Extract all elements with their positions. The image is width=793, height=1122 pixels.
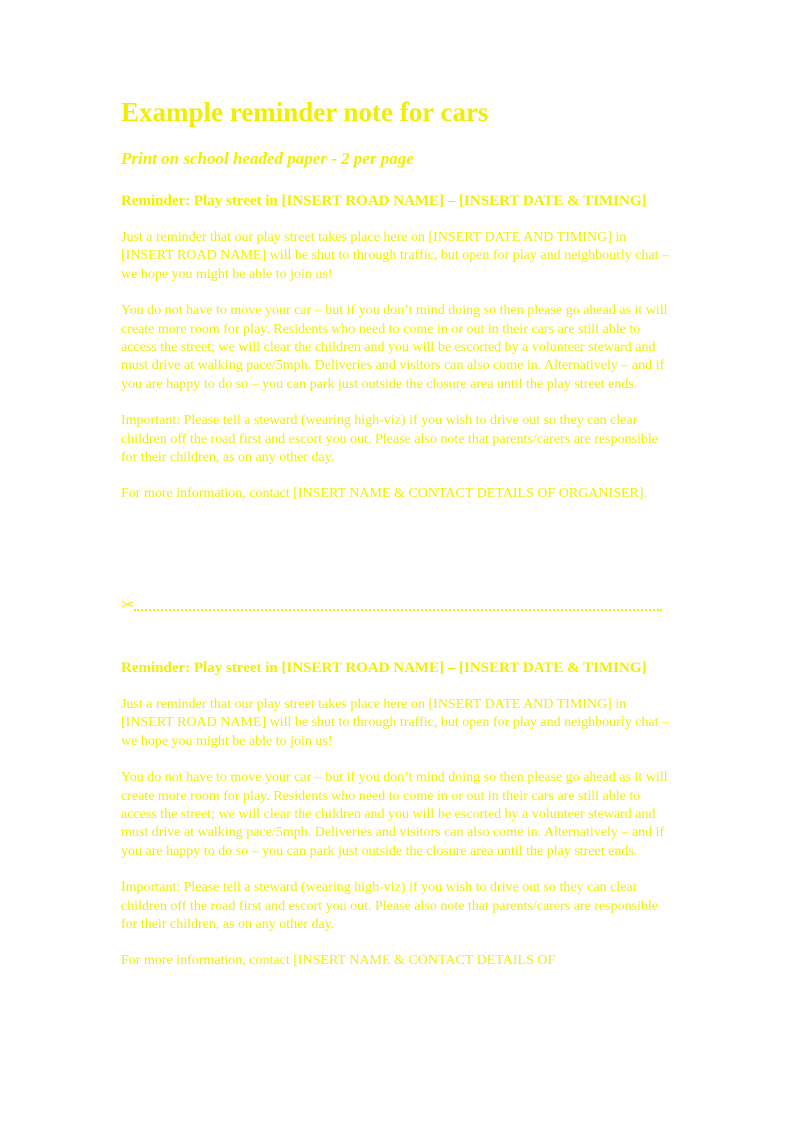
reminder-note-2 xyxy=(121,659,676,971)
note-car-info: You do not have to move your car – but if you don’t mind doing so then please go ahead as it will create more room for play. Residents who need to come in or out in their cars are still able to access the street; we will clear the children and you will be escorted by a volunteer steward and must drive at walking pace/5mph. Deliveries and visitors can also come in. Alternatively – and if you are happy to do so – you can park just outside the closure area until the play street ends. xyxy=(121,303,668,392)
document-title: Example reminder note for cars xyxy=(121,97,489,127)
note-important: Important: Please tell a steward (wearing high-viz) if you wish to drive out so they can clear children off the road first and escort you out. Please also note that parents/carers are responsible for their children, as on any other day. xyxy=(121,413,659,466)
reminder-note-1 xyxy=(121,192,676,504)
dotted-separator xyxy=(134,609,662,611)
scissors-icon: ✂ xyxy=(121,597,135,614)
cut-line xyxy=(121,596,671,616)
document-subtitle: Print on school headed paper - 2 per page xyxy=(121,149,414,168)
note-contact: For more information, contact [INSERT NAME & CONTACT DETAILS OF xyxy=(121,953,556,969)
note-intro: Just a reminder that our play street takes place here on [INSERT DATE AND TIMING] in [INSERT ROAD NAME] will be shut to through traffic, but open for play and neighbourly chat – we hope you might be able to join us! xyxy=(121,230,670,282)
note-contact: For more information, contact [INSERT NAME & CONTACT DETAILS OF ORGANISER]. xyxy=(121,486,648,502)
note-car-info: You do not have to move your car – but if you don’t mind doing so then please go ahead as it will create more room for play. Residents who need to come in or out in their cars are still able to access the street; we will clear the children and you will be escorted by a volunteer steward and must drive at walking pace/5mph. Deliveries and visitors can also come in. Alternatively – and if you are happy to do so – you can park just outside the closure area until the play street ends. xyxy=(121,770,668,859)
note-intro: Just a reminder that our play street takes place here on [INSERT DATE AND TIMING] in [INSERT ROAD NAME] will be shut to through traffic, but open for play and neighbourly chat – we hope you might be able to join us! xyxy=(121,697,670,749)
note-important: Important: Please tell a steward (wearing high-viz) if you wish to drive out so they can clear children off the road first and escort you out. Please also note that parents/carers are responsible for their children, as on any other day. xyxy=(121,880,659,933)
document-page xyxy=(121,96,676,969)
note-heading: Reminder: Play street in [INSERT ROAD NAME] – [INSERT DATE & TIMING] xyxy=(121,660,647,676)
note-heading: Reminder: Play street in [INSERT ROAD NAME] – [INSERT DATE & TIMING] xyxy=(121,193,647,209)
